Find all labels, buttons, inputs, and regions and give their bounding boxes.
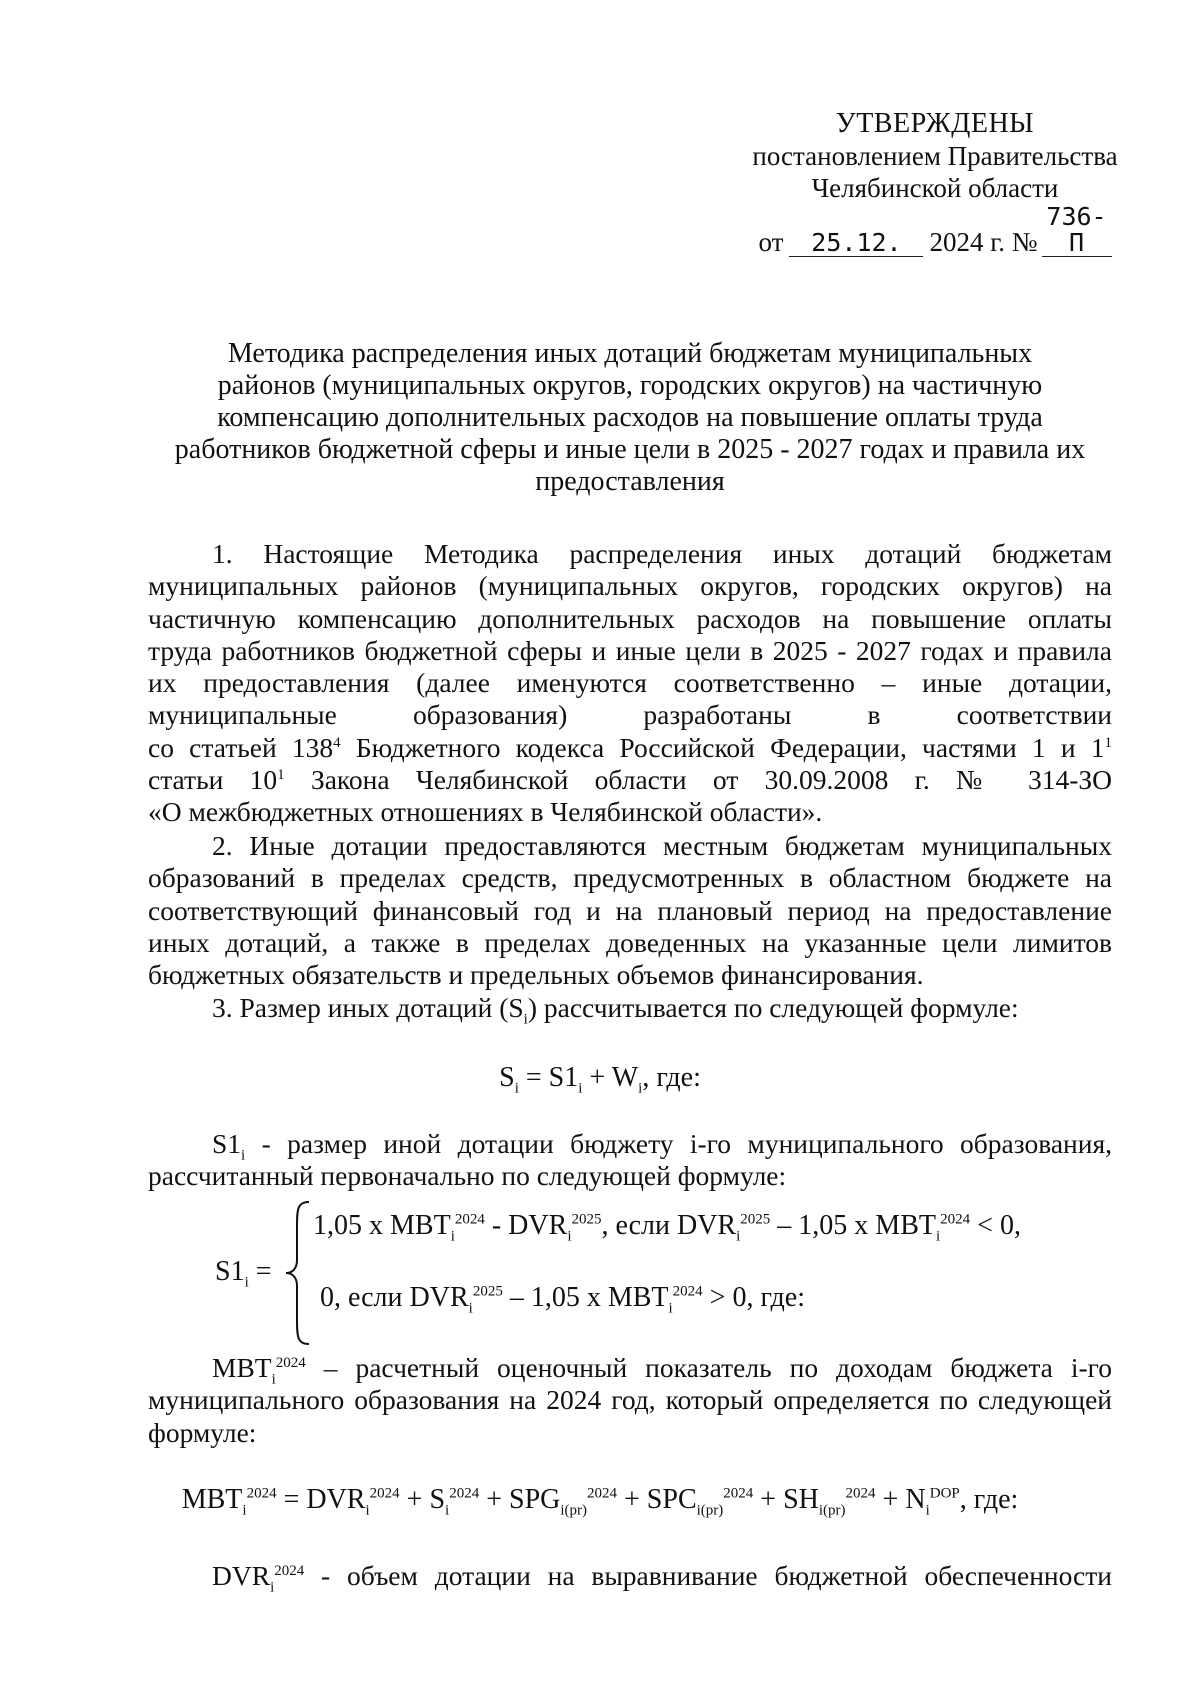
text-line: формуле: (148, 1416, 257, 1448)
formula-case-1 (313, 1210, 1021, 1245)
subscript: i (514, 1080, 519, 1097)
formula-si (0, 1062, 1200, 1097)
superscript: 1 (1104, 734, 1112, 751)
superscript: 2024 (369, 1485, 400, 1502)
subscript: i (523, 1011, 528, 1028)
subscript: i (450, 1228, 455, 1245)
formula-term: S1 (215, 1256, 245, 1287)
text-line: 1. Настоящие Методика распределения иных дотаций бюджетам (212, 538, 1112, 569)
formula-term: + SPG (479, 1484, 561, 1515)
subscript: i (270, 1579, 275, 1596)
superscript: DOP (929, 1485, 960, 1502)
text-line: бюджетных обязательств и предельных объемов финансирования. (148, 959, 924, 991)
text-fragment: MBT (212, 1352, 272, 1383)
formula-term: + S (399, 1484, 446, 1515)
subscript: i (578, 1080, 583, 1097)
approval-dateline (735, 204, 1135, 258)
subscript: i(pr) (818, 1502, 846, 1519)
superscript: 1 (277, 766, 285, 783)
text-fragment: – расчетный оценочный показатель по доходам бюджета i-го (305, 1352, 1112, 1383)
paragraph-2 (148, 830, 1112, 991)
formula-term: - DVR (484, 1210, 568, 1241)
formula-term: < 0, (970, 1210, 1021, 1241)
superscript: 2024 (940, 1211, 971, 1228)
text-line (148, 764, 1112, 796)
approval-title: УТВЕРЖДЕНЫ (835, 108, 1035, 139)
handwritten-number: 736-П (1042, 204, 1112, 257)
text-line: 2. Иные дотации предоставляются местным бюджетам муниципальных (212, 830, 1112, 861)
formula-term: , где: (642, 1062, 701, 1093)
superscript: 2024 (274, 1562, 305, 1579)
superscript: 2024 (275, 1354, 306, 1371)
superscript: 4 (333, 734, 341, 751)
superscript: 2025 (571, 1211, 602, 1228)
subscript: i (925, 1502, 930, 1519)
superscript: 2024 (845, 1485, 876, 1502)
superscript: 2024 (723, 1485, 754, 1502)
formula-term: 1,05 x MBT (313, 1210, 451, 1241)
superscript: 2024 (246, 1485, 277, 1502)
formula-term: , если DVR (601, 1210, 737, 1241)
handwritten-date: 25.12. (789, 230, 923, 257)
formula-label (215, 1256, 272, 1291)
text-fragment: 3. Размер иных дотаций (S (212, 992, 524, 1023)
formula-term: = S1 (518, 1062, 579, 1093)
text-line: муниципальные образования) разработаны в соответствии (148, 699, 1112, 731)
formula-term: – 1,05 x MBT (770, 1210, 936, 1241)
formula-term: + SPC (617, 1484, 697, 1515)
formula-case-2 (320, 1282, 806, 1317)
approval-line-2: Челябинской области (811, 173, 1059, 203)
formula-term: + SH (753, 1484, 819, 1515)
text-line (148, 1560, 1112, 1596)
text-line (148, 1128, 1112, 1164)
text-fragment: Бюджетного кодекса Российской Федерации, частями 1 и 1 (340, 731, 1105, 763)
subscript: i (567, 1228, 572, 1245)
superscript: 2024 (454, 1211, 485, 1228)
text-line (148, 1352, 1112, 1388)
subscript: i (736, 1228, 741, 1245)
document-title (160, 338, 1100, 498)
approval-block (735, 108, 1135, 258)
subscript: i(pr) (696, 1502, 724, 1519)
text-line: иных дотаций, а также в пределах доведенных на указанные цели лимитов (148, 926, 1112, 958)
paragraph-1 (148, 538, 1112, 829)
text-fragment: - объем дотации на выравнивание бюджетной обеспеченности (304, 1560, 1112, 1591)
title-line: компенсацию дополнительных расходов на повышение оплаты труда (217, 402, 1043, 433)
title-line: предоставления (535, 466, 725, 497)
formula-term: = DVR (276, 1484, 366, 1515)
text-fragment: DVR (212, 1560, 271, 1591)
text-fragment: ) рассчитывается по следующей формуле: (527, 992, 1019, 1023)
subscript: i (365, 1502, 370, 1519)
text-fragment: Закона Челябинской области от 30.09.2008 г. № 314-ЗО (284, 764, 1112, 796)
text-fragment: со статьей 138 (148, 731, 334, 763)
formula-term: > 0, где: (702, 1282, 806, 1313)
text-fragment: S1 (212, 1128, 242, 1159)
text-line: муниципального образования на 2024 год, который определяется по следующей (148, 1384, 1112, 1416)
formula-term: + W (582, 1062, 639, 1093)
text-line: их предоставления (далее именуются соответственно – иные дотации, (148, 667, 1112, 699)
superscript: 2025 (740, 1211, 771, 1228)
formula-term: = (248, 1256, 272, 1287)
text-line: муниципальных районов (муниципальных округов, городских округов) на (148, 570, 1112, 602)
approval-line-1: постановлением Правительства (752, 141, 1118, 171)
superscript: 2024 (449, 1485, 480, 1502)
superscript: 2024 (672, 1283, 703, 1300)
text-line: образований в пределах средств, предусмотренных в областном бюджете на (148, 862, 1112, 894)
paragraph-3 (148, 992, 1112, 1028)
title-line: работников бюджетной сферы и иные цели в 2025 - 2027 годах и правила их (174, 434, 1086, 465)
text-line (148, 732, 1112, 764)
subscript: i (935, 1228, 941, 1245)
formula-term: + N (875, 1484, 926, 1515)
formula-s1-piecewise (215, 1198, 1115, 1348)
curly-brace-icon (283, 1198, 313, 1348)
paragraph-dvr (148, 1560, 1112, 1596)
title-line: районов (муниципальных округов, городских округов) на частичную (217, 370, 1043, 401)
text-line: «О межбюджетных отношениях в Челябинской области». (148, 796, 823, 828)
text-fragment: - размер иной дотации бюджету i-го муниципального образования, (245, 1128, 1112, 1159)
subscript: i (668, 1300, 673, 1317)
formula-term: 0, если DVR (320, 1282, 469, 1313)
formula-term: S (499, 1062, 515, 1093)
formula-term: , где: (959, 1484, 1019, 1515)
formula-mbt (0, 1484, 1200, 1519)
text-line: труда работников бюджетной сферы и иные цели в 2025 - 2027 годах и правила (148, 634, 1112, 666)
subscript: i (638, 1080, 643, 1097)
formula-term: – 1,05 x MBT (502, 1282, 669, 1313)
title-line: Методика распределения иных дотаций бюджетам муниципальных (227, 338, 1033, 369)
subscript: i (271, 1371, 276, 1388)
subscript: i (241, 1147, 246, 1164)
year-suffix: 2024 г. № (929, 227, 1038, 257)
date-prefix: от (758, 227, 784, 257)
subscript: i (445, 1502, 450, 1519)
text-line: частичную компенсацию дополнительных расходов на повышение оплаты (148, 602, 1112, 634)
text-fragment: статьи 10 (148, 764, 278, 796)
paragraph-mbt (148, 1352, 1112, 1449)
subscript: i (242, 1502, 247, 1519)
subscript: i (468, 1300, 473, 1317)
text-line (148, 992, 1112, 1028)
text-line: соответствующий финансовый год и на плановый период на предоставление (148, 894, 1112, 926)
text-line: рассчитанный первоначально по следующей формуле: (148, 1160, 787, 1192)
paragraph-s1 (148, 1128, 1112, 1193)
formula-term: MBT (181, 1484, 243, 1515)
superscript: 2024 (587, 1485, 618, 1502)
subscript: i (244, 1274, 249, 1291)
superscript: 2025 (472, 1283, 503, 1300)
subscript: i(pr) (560, 1502, 588, 1519)
